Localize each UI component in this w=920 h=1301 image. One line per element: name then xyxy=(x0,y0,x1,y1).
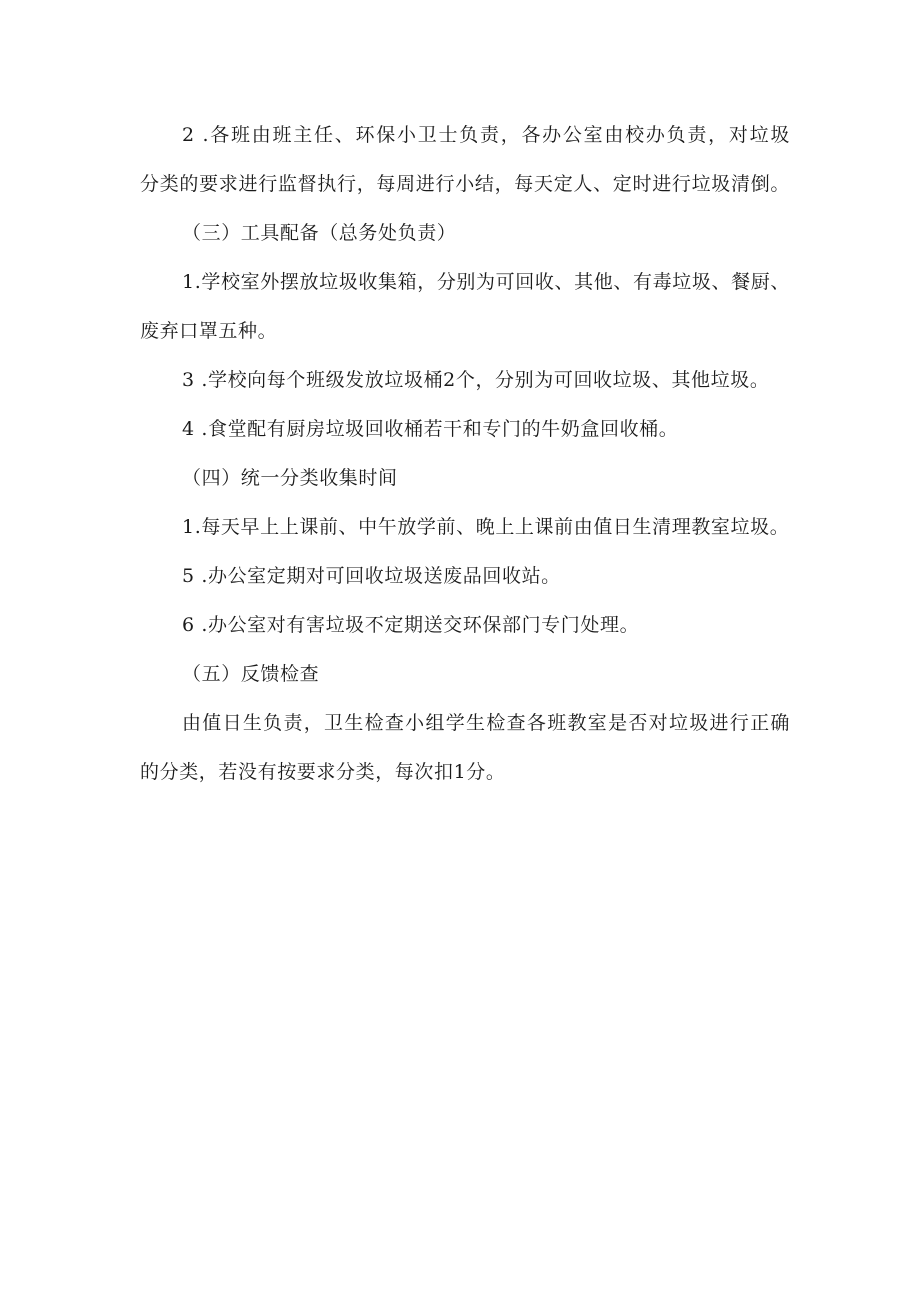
tool-item-4: 4 .食堂配有厨房垃圾回收桶若干和专门的牛奶盒回收桶。 xyxy=(182,418,679,440)
item-2-line2: 分类的要求进行监督执行，每周进行小结，每天定人、定时进行垃圾清倒。 xyxy=(140,173,790,195)
time-item-5: 5 .办公室定期对可回收垃圾送废品回收站。 xyxy=(182,565,561,587)
time-item-6: 6 .办公室对有害垃圾不定期送交环保部门专门处理。 xyxy=(182,614,640,636)
section-heading-tools: （三）工具配备（总务处负责） xyxy=(182,222,457,244)
time-item-1: 1.每天早上上课前、中午放学前、晚上上课前由值日生清理教室垃圾。 xyxy=(182,516,790,538)
tool-item-3: 3 .学校向每个班级发放垃圾桶2个，分别为可回收垃圾、其他垃圾。 xyxy=(182,369,770,391)
tool-item-1-line2: 废弃口罩五种。 xyxy=(140,320,278,342)
section-heading-feedback: （五）反馈检查 xyxy=(182,663,320,685)
feedback-line2: 的分类，若没有按要求分类，每次扣1分。 xyxy=(140,761,506,783)
feedback-line1: 由值日生负责，卫生检查小组学生检查各班教室是否对垃圾进行正确 xyxy=(182,712,790,734)
tool-item-1-line1: 1.学校室外摆放垃圾收集箱，分别为可回收、其他、有毒垃圾、餐厨、 xyxy=(182,271,790,293)
item-2-line1: 2 .各班由班主任、环保小卫士负责，各办公室由校办负责，对垃圾 xyxy=(182,124,790,146)
section-heading-collection-time: （四）统一分类收集时间 xyxy=(182,467,398,489)
